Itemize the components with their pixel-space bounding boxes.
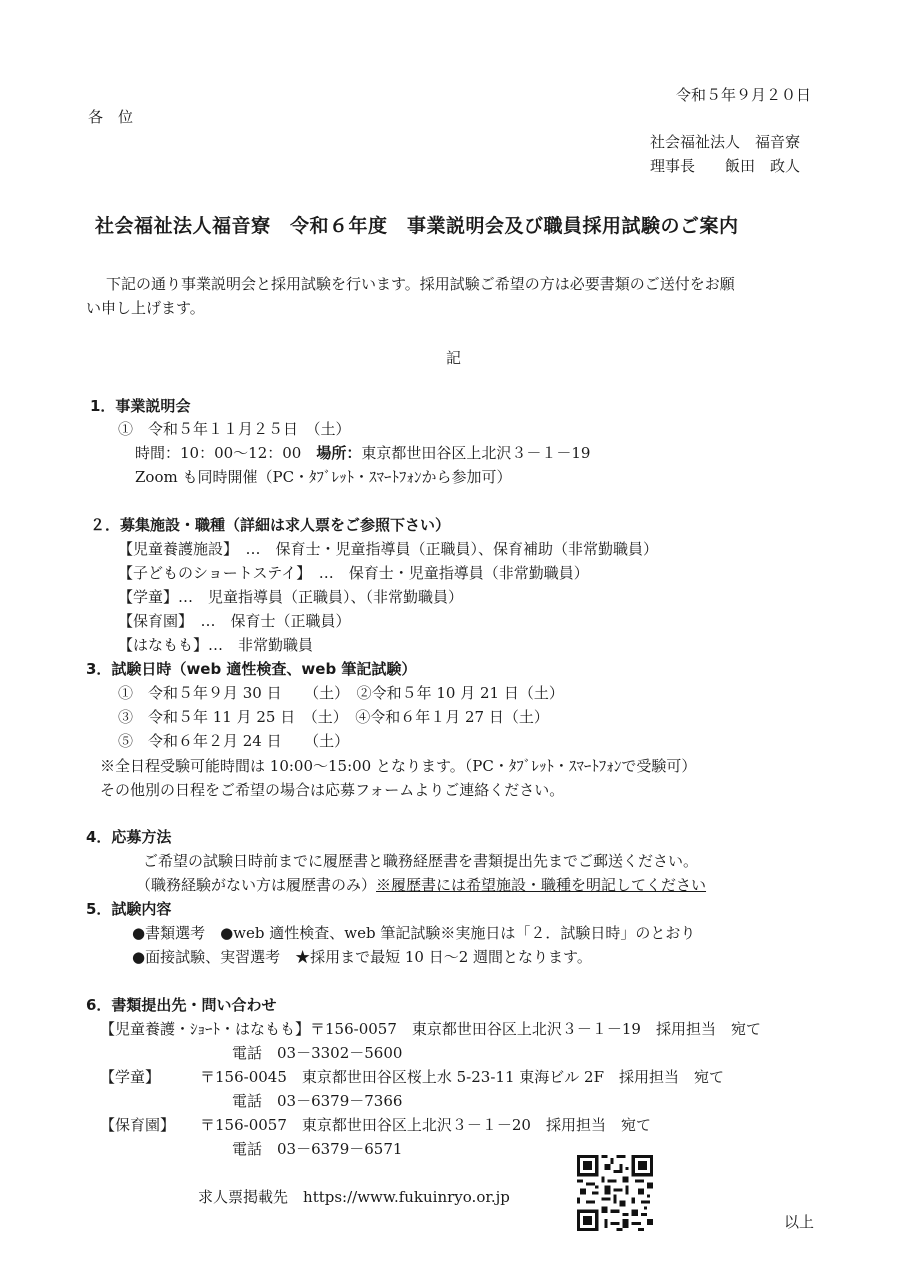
- section-3-heading: 3．試験日時（web 適性検査、web 筆記試験）: [86, 660, 417, 678]
- exam-dates-row: ⑤ 令和６年２月 24 日 （土）: [118, 732, 350, 750]
- job-item: 【保育園】 … 保育士（正職員）: [118, 612, 351, 630]
- contact-children-home-tel: 電話 03－3302－5600: [232, 1044, 403, 1062]
- sender-org: 社会福祉法人 福音寮: [650, 133, 801, 151]
- contact-afterschool: 〒156-0045 東京都世田谷区桜上水 5-23-11 東海ビル 2F 採用担当 宛て: [200, 1068, 724, 1086]
- section-1-heading: 1．事業説明会: [90, 397, 191, 415]
- sender-chair: 理事長 飯田 政人: [650, 157, 801, 175]
- page-title: 社会福祉法人福音寮 令和６年度 事業説明会及び職員採用試験のご案内: [95, 215, 739, 237]
- section-4-heading: 4．応募方法: [86, 828, 172, 846]
- exam-note-other: その他別の日程をご希望の場合は応募フォームよりご連絡ください。: [100, 781, 565, 799]
- issue-date: 令和５年９月２０日: [676, 86, 812, 104]
- section-6-heading: 6．書類提出先・問い合わせ: [86, 996, 277, 1014]
- contact-afterschool-label: 【学童】: [100, 1068, 161, 1086]
- job-item: 【はなもも】… 非常勤職員: [118, 636, 314, 654]
- exam-dates-row: ① 令和５年９月 30 日 （土） ②令和５年 10 月 21 日（土）: [118, 684, 564, 702]
- briefing-zoom: Zoom も同時開催（PC・ﾀﾌﾞﾚｯﾄ・ｽﾏｰﾄﾌｫﾝから参加可）: [135, 468, 512, 486]
- listing-url-line: [198, 1188, 510, 1207]
- exam-content-1: ●書類選考 ●web 適性検査、web 筆記試験※実施日は「２．試験日時」のとおり: [132, 924, 696, 942]
- qr-code-icon[interactable]: [577, 1155, 653, 1231]
- contact-nursery-label: 【保育園】: [100, 1116, 176, 1134]
- briefing-date: ① 令和５年１１月２５日 （土）: [118, 420, 351, 438]
- job-item: 【子どものショートステイ】 … 保育士・児童指導員（非常勤職員）: [118, 564, 589, 582]
- job-item: 【学童】… 児童指導員（正職員）、（非常勤職員）: [118, 588, 464, 606]
- briefing-place: 東京都世田谷区上北沢３－１－19: [361, 444, 591, 462]
- apply-line-2: [136, 876, 706, 895]
- ki-mark: 記: [446, 349, 462, 367]
- job-item: 【児童養護施設】 … 保育士・児童指導員（正職員）、保育補助（非常勤職員）: [118, 540, 659, 558]
- closing-mark: 以上: [784, 1213, 815, 1231]
- section-5-heading: 5．試験内容: [86, 900, 172, 918]
- intro-line-1: 下記の通り事業説明会と採用試験を行います。採用試験ご希望の方は必要書類のご送付をお願: [106, 275, 735, 293]
- apply-line-1: ご希望の試験日時前までに履歴書と職務経歴書を書類提出先までご郵送ください。: [143, 852, 699, 870]
- section-2-heading: ２．募集施設・職種（詳細は求人票をご参照下さい）: [90, 516, 451, 534]
- contact-afterschool-tel: 電話 03－6379－7366: [232, 1092, 403, 1110]
- exam-dates-row: ③ 令和５年 11 月 25 日 （土） ④令和６年１月 27 日（土）: [118, 708, 549, 726]
- briefing-place-label: 場所：: [316, 444, 362, 462]
- briefing-time-place: [135, 444, 590, 463]
- contact-nursery-tel: 電話 03－6379－6571: [232, 1140, 403, 1158]
- exam-content-2: ●面接試験、実習選考 ★採用まで最短 10 日～2 週間となります。: [132, 948, 592, 966]
- apply-underlined-note: ※履歴書には希望施設・職種を明記してください: [376, 876, 707, 894]
- addressee: 各 位: [88, 108, 134, 126]
- exam-note-hours: ※全日程受験可能時間は 10:00～15:00 となります。（PC・ﾀﾌﾞﾚｯﾄ・ｽﾏｰﾄﾌｫﾝで受験可）: [100, 757, 697, 775]
- listing-url[interactable]: https://www.fukuinryo.or.jp: [303, 1188, 510, 1206]
- apply-note: （職務経験がない方は履歴書のみ）: [136, 876, 377, 894]
- briefing-time: 時間：10：00～12：00: [135, 444, 302, 462]
- contact-nursery: 〒156-0057 東京都世田谷区上北沢３－１－20 採用担当 宛て: [200, 1116, 651, 1134]
- intro-line-2: い申し上げます。: [86, 299, 205, 317]
- listing-label: 求人票掲載先: [198, 1188, 289, 1206]
- contact-children-home: 【児童養護・ｼｮｰﾄ・はなもも】〒156-0057 東京都世田谷区上北沢３－１－19 採用担当 宛て: [100, 1020, 761, 1038]
